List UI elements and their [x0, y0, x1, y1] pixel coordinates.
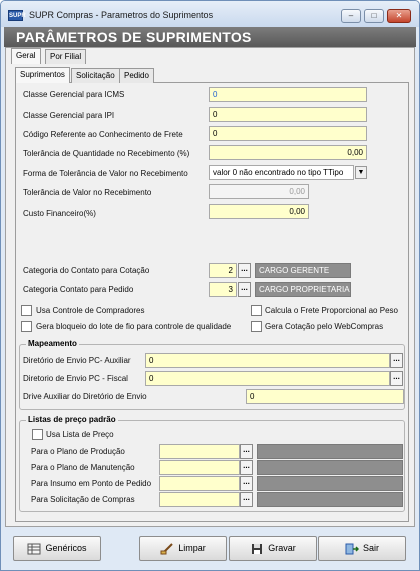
window-title: SUPR Compras - Parametros do Suprimentos — [29, 10, 214, 20]
grid-icon — [27, 543, 41, 555]
sair-label: Sair — [362, 543, 379, 554]
lista-row-label: Para Insumo em Ponto de Pedido — [31, 479, 152, 488]
tol-qtd-field[interactable]: 0,00 — [209, 145, 367, 160]
forma-tol-select[interactable]: valor 0 não encontrado no tipo TTipo — [209, 165, 354, 180]
lista-solicitacao-field[interactable] — [159, 492, 240, 507]
lista-producao-lookup-button[interactable]: ... — [240, 444, 253, 459]
bloqueio-checkbox[interactable] — [21, 321, 32, 332]
exit-icon — [345, 543, 359, 555]
dir-aux-label: Diretório de Envio PC- Auxiliar — [23, 356, 131, 365]
forma-tol-label: Forma de Tolerância de Valor no Recebimento — [23, 169, 188, 178]
drive-aux-label: Drive Auxiliar do Diretório de Envio — [23, 392, 147, 401]
gravar-label: Gravar — [268, 543, 296, 554]
tol-qtd-label: Tolerância de Quantidade no Recebimento (%) — [23, 149, 190, 158]
save-icon — [250, 543, 264, 555]
genericos-button[interactable] — [13, 536, 101, 561]
usa-lista-label: Usa Lista de Preço — [46, 430, 114, 439]
cat-pedido-lookup-button[interactable]: ... — [238, 282, 251, 297]
tab-suprimentos[interactable]: Suprimentos — [15, 67, 70, 83]
dir-fiscal-browse-button[interactable]: ... — [390, 371, 403, 386]
eraser-icon — [160, 543, 174, 555]
bloqueio-label: Gera bloqueio do lote de fio para controle de qualidade — [36, 322, 232, 331]
sair-button[interactable] — [318, 536, 406, 561]
cat-pedido-field[interactable]: 3 — [209, 282, 237, 297]
cat-cotacao-lookup-button[interactable]: ... — [238, 263, 251, 278]
mapeamento-title: Mapeamento — [28, 339, 77, 348]
dir-aux-browse-button[interactable]: ... — [390, 353, 403, 368]
ipi-label: Classe Gerencial para IPI — [23, 111, 115, 120]
cat-cotacao-field[interactable]: 2 — [209, 263, 237, 278]
lista-manutencao-desc — [257, 460, 403, 475]
frete-prop-checkbox[interactable] — [251, 305, 262, 316]
webcompras-checkbox[interactable] — [251, 321, 262, 332]
cat-pedido-label: Categoria Contato para Pedido — [23, 285, 134, 294]
lista-row-label: Para o Plano de Manutenção — [31, 463, 135, 472]
gravar-button[interactable] — [229, 536, 317, 561]
compradores-checkbox[interactable] — [21, 305, 32, 316]
tab-geral[interactable]: Geral — [11, 48, 41, 64]
lista-row-label: Para Solicitação de Compras — [31, 495, 135, 504]
lista-insumo-desc — [257, 476, 403, 491]
lista-row-label: Para o Plano de Produção — [31, 447, 125, 456]
lista-manutencao-lookup-button[interactable]: ... — [240, 460, 253, 475]
dir-fiscal-label: Diretorio de Envio PC - Fiscal — [23, 374, 128, 383]
frete-prop-label: Calcula o Frete Proporcional ao Peso — [265, 306, 398, 315]
close-button[interactable]: ✕ — [387, 9, 411, 23]
custo-field[interactable]: 0,00 — [209, 204, 309, 219]
cat-pedido-desc: CARGO PROPRIETARIA — [255, 282, 351, 297]
tab-por-filial[interactable]: Por Filial — [45, 49, 86, 64]
lista-insumo-lookup-button[interactable]: ... — [240, 476, 253, 491]
tab-solicitacao[interactable]: Solicitação — [71, 68, 120, 83]
tol-valor-label: Tolerância de Valor no Recebimento — [23, 188, 152, 197]
lista-producao-field[interactable] — [159, 444, 240, 459]
tol-valor-field: 0,00 — [209, 184, 309, 199]
chevron-down-icon[interactable]: ▼ — [355, 166, 367, 179]
dir-aux-field[interactable]: 0 — [145, 353, 390, 368]
drive-aux-field[interactable]: 0 — [246, 389, 404, 404]
frete-label: Código Referente ao Conhecimento de Frete — [23, 130, 183, 139]
lista-manutencao-field[interactable] — [159, 460, 240, 475]
maximize-button[interactable]: □ — [364, 9, 384, 23]
lista-solicitacao-lookup-button[interactable]: ... — [240, 492, 253, 507]
webcompras-label: Gera Cotação pelo WebCompras — [265, 322, 384, 331]
listas-title: Listas de preço padrão — [28, 415, 116, 424]
title-bar — [1, 1, 419, 27]
compradores-label: Usa Controle de Compradores — [36, 306, 145, 315]
icms-label: Classe Gerencial para ICMS — [23, 90, 125, 99]
page-header — [4, 27, 416, 47]
limpar-button[interactable] — [139, 536, 227, 561]
cat-cotacao-label: Categoria do Contato para Cotação — [23, 266, 150, 275]
tab-pedido[interactable]: Pedido — [119, 68, 154, 83]
lista-solicitacao-desc — [257, 492, 403, 507]
lista-producao-desc — [257, 444, 403, 459]
genericos-label: Genéricos — [45, 543, 87, 554]
dir-fiscal-field[interactable]: 0 — [145, 371, 390, 386]
limpar-label: Limpar — [178, 543, 206, 554]
minimize-button[interactable]: – — [341, 9, 361, 23]
usa-lista-checkbox[interactable] — [32, 429, 43, 440]
cat-cotacao-desc: CARGO GERENTE — [255, 263, 351, 278]
page-title: PARÂMETROS DE SUPRIMENTOS — [16, 29, 252, 45]
icms-field[interactable]: 0 — [209, 87, 367, 102]
app-icon: SUPR — [8, 10, 23, 21]
ipi-field[interactable]: 0 — [209, 107, 367, 122]
lista-insumo-field[interactable] — [159, 476, 240, 491]
custo-label: Custo Financeiro(%) — [23, 209, 96, 218]
frete-field[interactable]: 0 — [209, 126, 367, 141]
